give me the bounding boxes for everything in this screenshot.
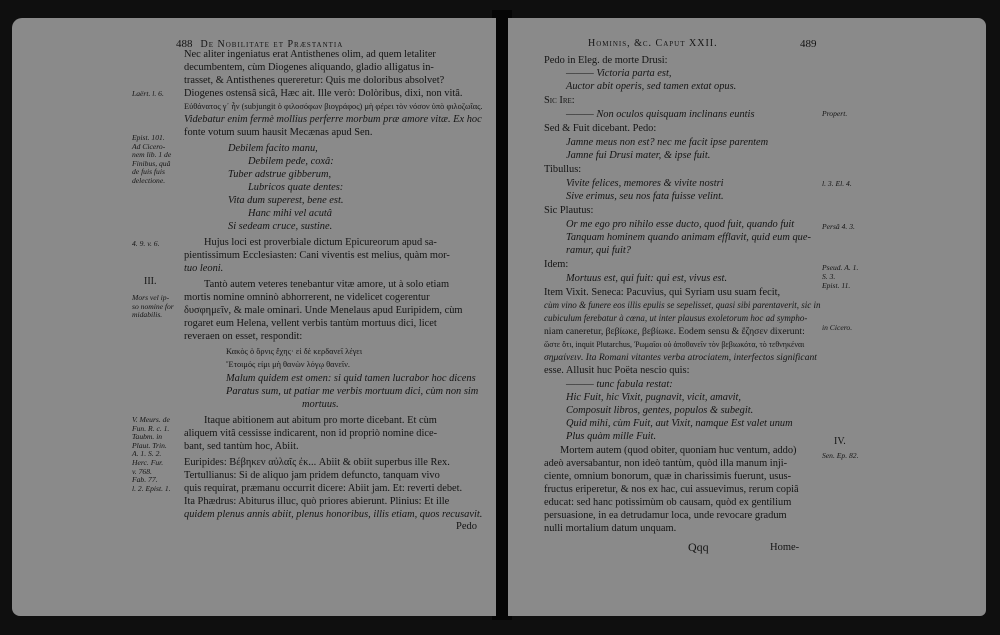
- text-line: tuo leoni.: [184, 263, 224, 274]
- margin-note: Propert.: [822, 109, 848, 118]
- verse-line: ——— Non oculos quisquam inclinans euntis: [566, 109, 755, 120]
- text-line: aliquem vitâ cessisse indicarent, non id propriò nomine dice-: [184, 428, 438, 439]
- verse-line: mortuus.: [302, 399, 339, 410]
- verse-line: Jamne meus non est? nec me facit ipse parentem: [566, 137, 769, 148]
- margin-note: Pseud. A. 1. S. 3.: [822, 263, 859, 281]
- margin-note: Laërt. l. 6.: [132, 89, 164, 98]
- text-line: Sed & Fuit dicebant. Pedo:: [544, 123, 657, 134]
- margin-note: V. Meurs. de Fun. R. c. 1. Taubm. in Plaut. Trin. A. 1. S. 2. Herc. Fur. v. 768. Fab. 77. l. 2. Epist. 1.: [132, 415, 171, 493]
- text-line: Euripides: Βέβηκεν αὐλαῖς ἐκ... Abiit & obiit superbus ille Rex.: [184, 457, 450, 468]
- text-line: Videbatur enim fermè mollius perferre morbum præ amore vitæ. Ex hoc: [184, 114, 482, 125]
- text-line: bant, sed tantùm hoc, Abiit.: [184, 441, 299, 452]
- text-line: trasset, & Antisthenes quereretur: Quis me doloribus absolvet?: [184, 75, 445, 86]
- text-line: Nec aliter ingeniatus erat Antisthenes olim, ad quem letaliter: [184, 49, 436, 60]
- text-line: esse. Allusit huc Poëta nescio quis:: [544, 365, 690, 376]
- verse-line: Hanc mihi vel acutâ: [248, 208, 332, 219]
- text-line: Pedo in Eleg. de morte Drusi:: [544, 55, 668, 66]
- right-catchword: Home-: [770, 542, 800, 553]
- verse-line: Paratus sum, ut patiar me verbis mortuum dici, cùm non sim: [226, 386, 479, 397]
- text-line: Idem:: [544, 259, 569, 270]
- text-line: Tantò autem veteres tenebantur vitæ amore, ut à solo etiam: [204, 279, 450, 290]
- verse-line: Lubricos quate dentes:: [248, 182, 344, 193]
- text-line: Mortem autem (quod obiter, quoniam huc ventum, addo): [560, 445, 797, 456]
- text-line: persuasione, in ea detrudamur loca, unde revocare gradum: [544, 510, 787, 521]
- margin-note: Epist. 11.: [822, 281, 851, 290]
- verse-line: Auctor abit operis, sed tamen extat opus.: [566, 81, 737, 92]
- verse-line: Composuit libros, gentes, populos & subegit.: [566, 405, 754, 416]
- text-line: decumbentem, cùm Diogenes aliquando, gladio alligatus in-: [184, 62, 434, 73]
- right-page: [508, 18, 986, 616]
- text-line: adeò aversabantur, non ideò tantùm, quòd illa manum inji-: [544, 458, 788, 469]
- margin-note: Mors vel ip- so nomine for midabilis.: [132, 293, 174, 320]
- text-line: δυσφημεῖν, & male ominari. Unde Menelaus apud Euripidem, cùm: [184, 305, 463, 316]
- verse-line: Debilem facito manu,: [228, 143, 318, 154]
- text-line: Sic Plautus:: [544, 205, 594, 216]
- text-line: rogaret eum Helena, vellent verbis tantùm mortuus dici, licet: [184, 318, 437, 329]
- text-line: cubiculum ferebatur à cœna, ut inter plausus exoletorum hoc ad sympho-: [544, 313, 808, 323]
- greek-line: Εὐθάνατος γ᾽ ἦν (subjungit ὁ φιλοσόφων βιογράφος) μὴ φέρει τὸν νόσον ὑπὸ φιλοζωΐας.: [184, 102, 483, 111]
- text-line: Tibullus:: [544, 164, 582, 175]
- margin-note: III.: [144, 276, 157, 287]
- text-line: Tertullianus: Si de aliquo jam pridem defuncto, tanquam vivo: [184, 470, 440, 481]
- text-line: Diogenes ostensâ sicâ, Hæc ait. Ille verò: Dolòribus, dixi, non vitâ.: [184, 88, 463, 99]
- verse-line: Tanquam hominem quando animam efflavit, quid eum que-: [566, 232, 811, 243]
- text-line: quis requirat, præmanu occurrit dicere: Abiit jam. Et: reverti debet.: [184, 483, 463, 494]
- text-line: fructus eriperetur, & nos ex hac, cui assuevimus, rerum copiâ: [544, 484, 799, 495]
- verse-line: Vivite felices, memores & vivite nostri: [566, 178, 724, 189]
- left-head-title: De Nobilitate et Præstantia: [200, 39, 344, 50]
- left-page: [12, 18, 496, 616]
- verse-line: Plus quàm mille Fuit.: [566, 431, 657, 442]
- text-line: pientissimum Ecclesiasten: Cani viventis est melius, quàm mor-: [184, 250, 450, 261]
- text-line: ciente, omnium bonorum, quæ in charissimis fuerunt, usus-: [544, 471, 792, 482]
- verse-line: Debilem pede, coxâ:: [248, 156, 334, 167]
- greek-line: Ἕτοιμός εἰμι μὴ θανὼν λόγῳ θανεῖν.: [226, 360, 351, 369]
- verse-line: Hic Fuit, hic Vixit, pugnavit, vicit, amavit,: [566, 392, 741, 403]
- margin-note: 4. 9. v. 6.: [132, 239, 160, 248]
- text-line: mortis nomine omninò abhorrerent, ne videlicet cogerentur: [184, 292, 430, 303]
- signature-mark: Qqq: [688, 540, 709, 554]
- verse-line: Si sedeam cruce, sustine.: [228, 221, 333, 232]
- text-line: σημαίνειν. Ita Romani vitantes verba atrociatem, interfectos significant: [544, 352, 817, 363]
- margin-note: Persâ 4. 3.: [822, 222, 855, 231]
- verse-line: Mortuus est, qui fuit: qui est, vivus est.: [566, 273, 728, 284]
- text-line: reveraen on esset, respondit:: [184, 331, 303, 342]
- margin-note: IV.: [834, 436, 846, 447]
- margin-note: Sen. Ep. 82.: [822, 451, 859, 460]
- verse-line: Malum quidem est omen: si quid tamen lucrabor hoc dicens: [226, 373, 476, 384]
- margin-note: in Cicero.: [822, 323, 853, 332]
- left-page-number: 488: [176, 38, 193, 50]
- verse-line: Jamne fui Drusi mater, & ipse fuit.: [566, 150, 711, 161]
- verse-line: Vita dum superest, bene est.: [228, 195, 344, 206]
- text-line: Item Vixit. Seneca: Pacuvius, qui Syriam usu suam fecit,: [544, 287, 781, 298]
- verse-line: Tuber adstrue gibberum,: [228, 169, 332, 180]
- verse-line: ——— Victoria parta est,: [566, 68, 672, 79]
- text-line: Ita Phædrus: Abiturus illuc, quò priores abierunt. Plinius: Et ille: [184, 496, 450, 507]
- verse-line: Sive erimus, seu nos fata fuisse velint.: [566, 191, 724, 202]
- text-line: Sic Ire:: [544, 95, 575, 106]
- text-line: Itaque abitionem aut abitum pro morte dicebant. Et cùm: [204, 415, 437, 426]
- text-line: Hujus loci est proverbiale dictum Epicureorum apud sa-: [204, 237, 437, 248]
- verse-line: Quid mihi, cùm Fuit, aut Vixit, namque Est valet unum: [566, 418, 793, 429]
- margin-note: l. 3. El. 4.: [822, 179, 852, 188]
- text-line: cùm vino & funere eos illis epulis se sepelisset, quasi sibi parentaverit, sic in: [544, 300, 821, 310]
- text-line: niam caneretur, βεβίωκε, βεβίωκε. Eodem sensu & ἔζησεν dixerunt:: [544, 326, 805, 337]
- verse-line: Or me ego pro nihilo esse ducto, quod fuit, quando fuit: [566, 219, 795, 230]
- right-page-number: 489: [800, 38, 817, 50]
- text-line: nulli mortalium datum unquam.: [544, 523, 677, 534]
- verse-line: ——— tunc fabula restat:: [566, 379, 673, 390]
- verse-line: ramur, qui fuit?: [566, 245, 631, 256]
- left-catchword: Pedo: [456, 521, 477, 532]
- greek-line: Κακὸς ὁ ὄρνις ἔχης· εἰ δὲ κερδανεῖ λέγει: [226, 347, 363, 356]
- margin-note: Epist. 101. Ad Cicero- nem lib. 1 de Finibus, quâ de fuis fuis delectione.: [132, 133, 172, 185]
- text-line: educat: sed hanc potissimùm ob causam, quòd ex gentilium: [544, 497, 792, 508]
- text-line: fonte votum suum hausit Mecænas apud Sen.: [184, 127, 373, 138]
- right-head-title: Hominis, &c. Caput XXII.: [588, 38, 718, 49]
- right-running-head: [588, 38, 718, 49]
- greek-line: ὥστε ὅτι, inquit Plutarchus, Ῥωμαῖοι οὐ ἀποθανεῖν τὸν βεβιωκότα, τὸ τεθνηκέναι: [544, 340, 805, 349]
- text-line: quidem plenus annis abiit, plenus honoribus, illis etiam, quos recusavit.: [184, 509, 483, 520]
